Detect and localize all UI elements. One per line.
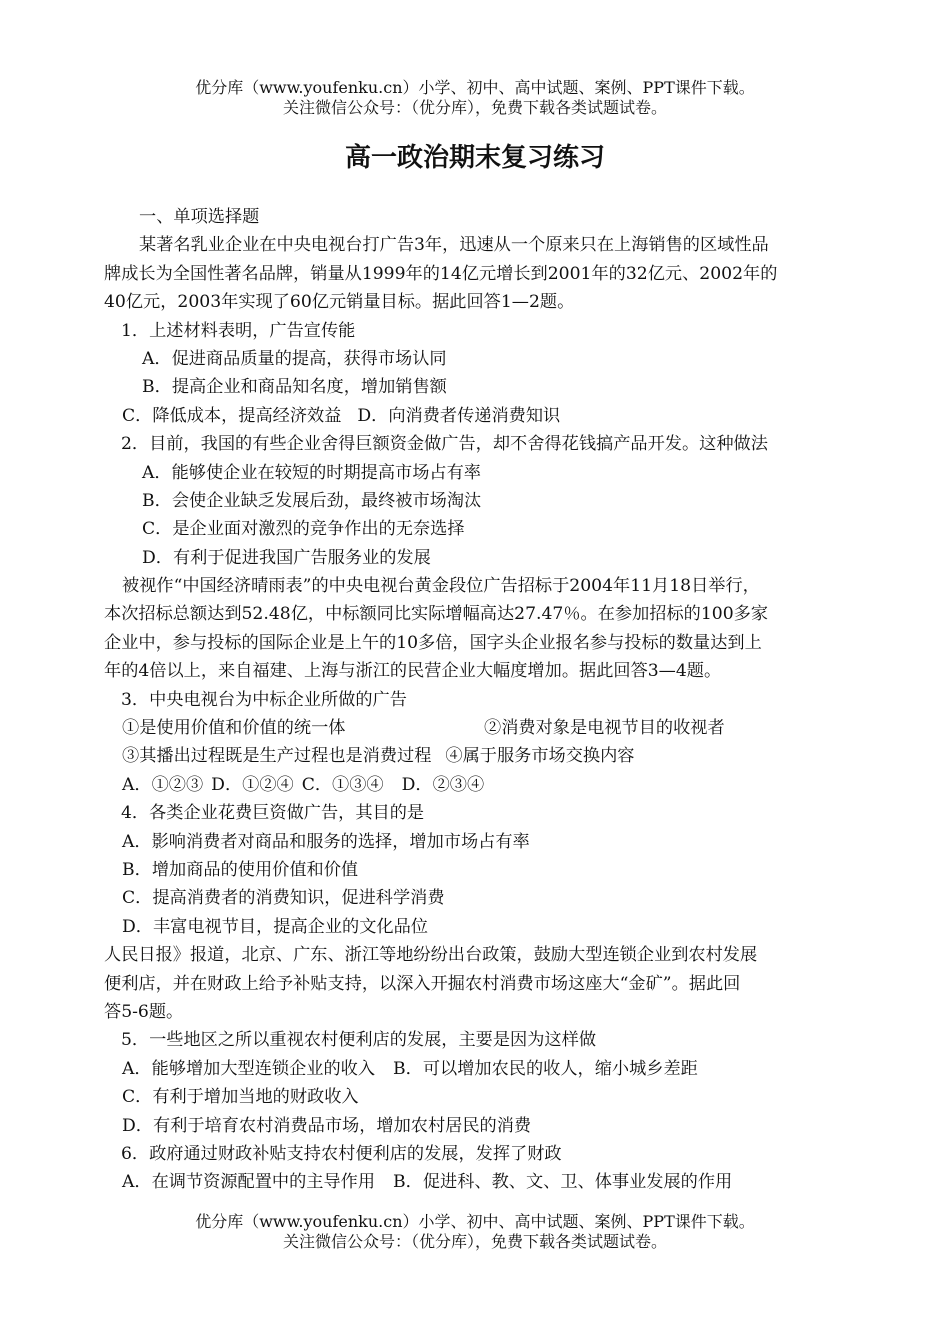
option: C．①③④: [301, 774, 384, 795]
question-5: 5．一些地区之所以重视农村便利店的发展，主要是因为这样做: [121, 1030, 597, 1051]
section-heading: 一、单项选择题: [139, 207, 260, 227]
material-paragraph: 某著名乳业企业在中央电视台打广告3年，迅速从一个原来只在上海销售的区域性品: [139, 235, 769, 256]
header-line-1: 优分库（www.youfenku.cn）小学、初中、高中试题、案例、PPT课件下载。: [195, 78, 755, 97]
material-paragraph: 人民日报》报道，北京、广东、浙江等地纷纷出台政策，鼓励大型连锁企业到农村发展: [104, 945, 758, 966]
option-row: [104, 1055, 854, 1083]
option: D．有利于培育农村消费品市场，增加农村居民的消费: [122, 1115, 532, 1136]
material-paragraph: 企业中，参与投标的国际企业是上午的10多倍，国字头企业报名参与投标的数量达到上: [104, 632, 762, 653]
statement: ④属于服务市场交换内容: [445, 746, 635, 767]
material-paragraph: 便利店，并在财政上给予补贴支持，以深入开掘农村消费市场这座大“金矿”。据此回: [104, 973, 741, 994]
statement: ②消费对象是电视节目的收视者: [484, 718, 725, 739]
option: B．会使企业缺乏发展后劲，最终被市场淘汰: [142, 490, 482, 511]
statement-row: [104, 742, 854, 770]
header-line-2: 关注微信公众号：（优分库），免费下载各类试题试卷。: [282, 98, 667, 117]
statement: ①是使用价值和价值的统一体: [122, 718, 346, 739]
question-6: 6．政府通过财政补贴支持农村便利店的发展，发挥了财政: [121, 1143, 562, 1164]
option: C．提高消费者的消费知识，促进科学消费: [122, 888, 445, 909]
option: D．向消费者传递消费知识: [357, 405, 561, 426]
option: B．促进科、教、文、卫、体事业发展的作用: [393, 1172, 733, 1193]
option: A．促进商品质量的提高，获得市场认同: [142, 348, 447, 369]
material-paragraph: 被视作“中国经济晴雨表”的中央电视台黄金段位广告招标于2004年11月18日举行，: [122, 576, 760, 597]
option: A．能够使企业在较短的时期提高市场占有率: [142, 462, 481, 483]
footer-line-1: 优分库（www.youfenku.cn）小学、初中、高中试题、案例、PPT课件下载。: [195, 1212, 755, 1231]
option-row: [104, 771, 854, 799]
option: A．①②③: [122, 774, 204, 795]
material-paragraph: 40亿元，2003年实现了60亿元销量目标。据此回答1—2题。: [104, 292, 575, 313]
statement: ③其播出过程既是生产过程也是消费过程: [122, 746, 432, 767]
material-paragraph: 答5-6题。: [104, 1001, 184, 1022]
option: C．降低成本，提高经济效益: [122, 405, 342, 426]
option: C．有利于增加当地的财政收入: [122, 1087, 359, 1108]
option: B．可以增加农民的收人，缩小城乡差距: [393, 1058, 698, 1079]
option: A．影响消费者对商品和服务的选择，增加市场占有率: [122, 831, 530, 852]
option: B．增加商品的使用价值和价值: [122, 859, 359, 880]
statement-row: [104, 714, 854, 742]
question-4: 4．各类企业花费巨资做广告，其目的是: [121, 803, 425, 824]
material-paragraph: 本次招标总额达到52.48亿，中标额同比实际增幅高达27.47％。在参加招标的100多家: [104, 604, 769, 625]
question-2: 2．目前，我国的有些企业舍得巨额资金做广告，却不舍得花钱搞产品开发。这种做法: [121, 434, 768, 455]
option-row: [104, 1168, 854, 1196]
option: D．有利于促进我国广告服务业的发展: [142, 547, 431, 568]
material-paragraph: 牌成长为全国性著名品牌，销量从1999年的14亿元增长到2001年的32亿元、2002年的: [104, 263, 778, 284]
question-1: 1．上述材料表明，广告宣传能: [121, 320, 356, 341]
option: B．提高企业和商品知名度，增加销售额: [142, 377, 447, 398]
option: D．丰富电视节目，提高企业的文化品位: [122, 916, 428, 937]
option: D．①②④: [211, 774, 294, 795]
option: A．在调节资源配置中的主导作用: [122, 1172, 376, 1193]
page-title: 高一政治期末复习练习: [344, 143, 605, 173]
question-3: 3．中央电视台为中标企业所做的广告: [121, 689, 407, 710]
option: C．是企业面对激烈的竞争作出的无奈选择: [142, 519, 465, 540]
option-row: [104, 402, 854, 430]
document-body: [104, 203, 854, 1197]
footer-line-2: 关注微信公众号：（优分库），免费下载各类试题试卷。: [282, 1232, 667, 1251]
material-paragraph: 年的4倍以上，来自福建、上海与浙江的民营企业大幅度增加。据此回答3—4题。: [104, 661, 722, 682]
option: D．②③④: [401, 774, 485, 795]
option: A．能够增加大型连锁企业的收入: [122, 1058, 376, 1079]
